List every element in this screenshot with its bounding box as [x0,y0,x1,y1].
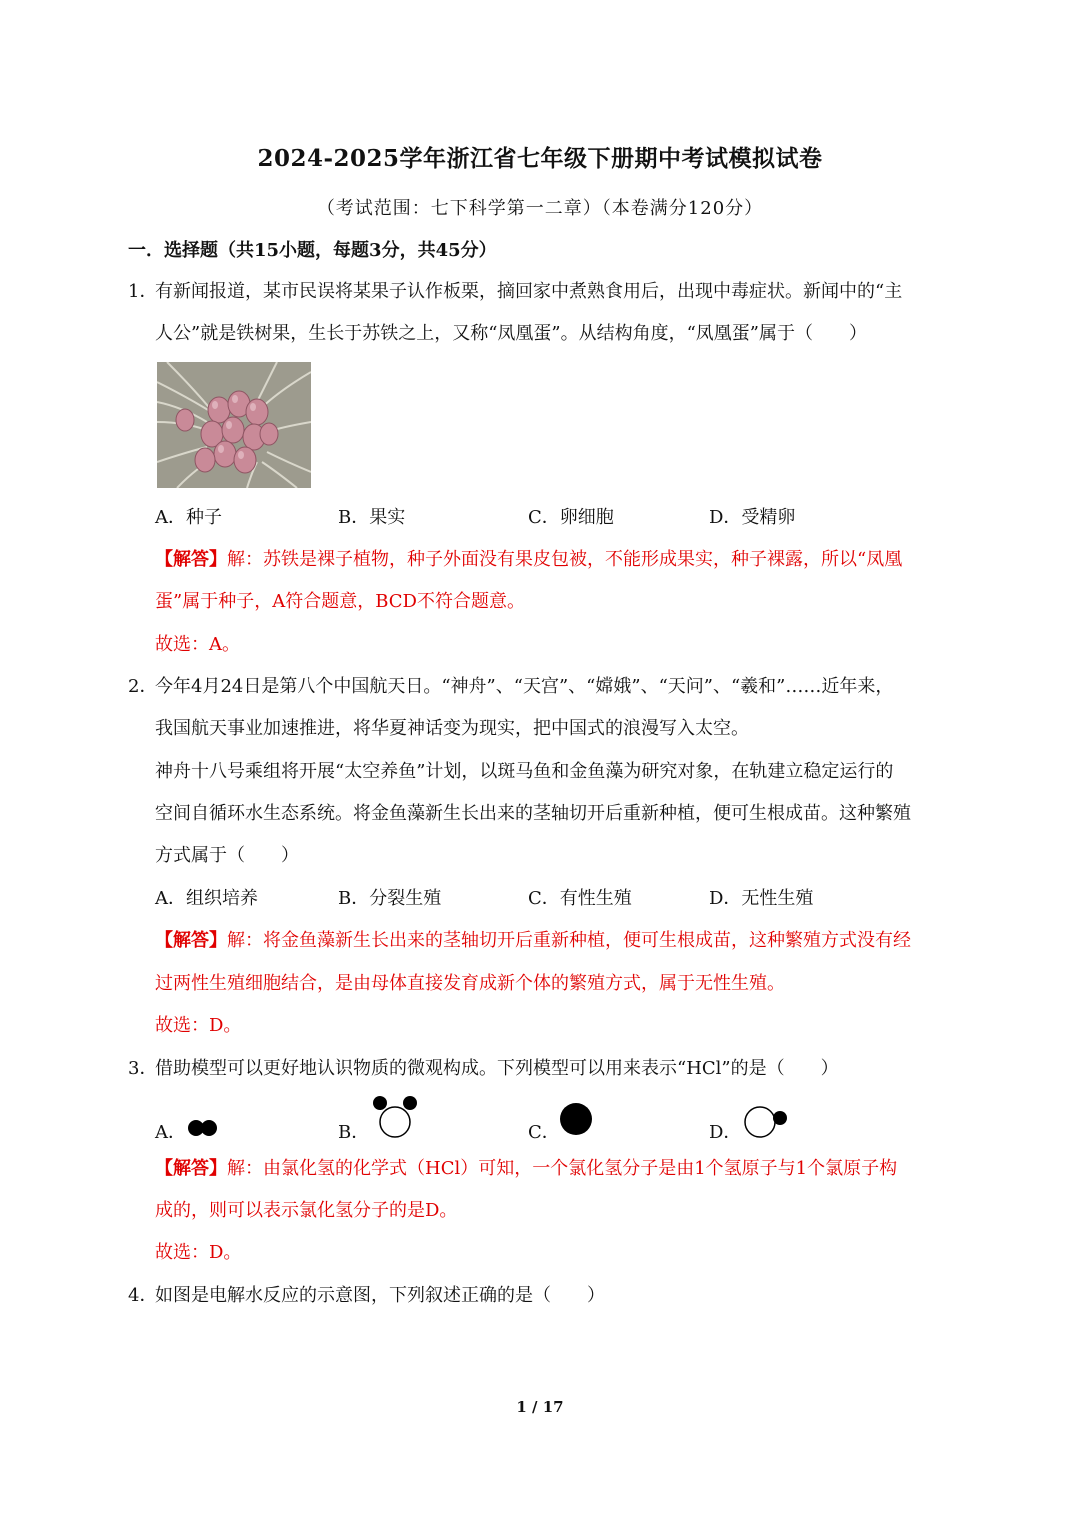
page-number: 1 / 17 [516,1398,564,1416]
answer-explanation [155,929,911,953]
question-text: 借助模型可以更好地认识物质的微观构成。下列模型可以用来表示“HCl”的是（ ） [155,1058,839,1079]
answer-text: 成的，则可以表示氯化氢分子的是D。 [155,1200,458,1221]
molecule-model-d [743,1103,791,1139]
answer-text: 过两性生殖细胞结合，是由母体直接发育成新个体的繁殖方式，属于无性生殖。 [155,973,785,994]
molecule-model-b [370,1094,420,1140]
answer-choice: 故选：A。 [155,634,240,655]
option-d: D．无性生殖 [709,888,814,909]
option-c: C． [528,1122,560,1143]
answer-tag: 【解答】 [155,930,227,951]
answer-text: 解：苏铁是裸子植物，种子外面没有果皮包被，不能形成果实，种子裸露，所以“凤凰 [227,549,903,570]
molecule-model-a [186,1117,220,1139]
option-a: A． [155,1122,186,1143]
page-title: 2024-2025学年浙江省七年级下册期中考试模拟试卷 [257,145,823,172]
section-heading: 一．选择题（共15小题，每题3分，共45分） [128,240,497,261]
question-text: 空间自循环水生态系统。将金鱼藻新生长出来的茎轴切开后重新种植，便可生根成苗。这种繁殖 [155,803,911,824]
question-number: 4． [128,1285,158,1306]
question-number: 3． [128,1058,158,1079]
cycad-seed-photo [157,362,311,488]
answer-choice: 故选：D。 [155,1242,242,1263]
answer-tag: 【解答】 [155,549,227,570]
option-b: B．分裂生殖 [338,888,442,909]
question-text: 人公”就是铁树果，生长于苏铁之上，又称“凤凰蛋”。从结构角度，“凤凰蛋”属于（ ） [155,323,868,344]
question-number: 2． [128,676,158,697]
molecule-model-c [558,1101,594,1137]
option-c: C．有性生殖 [528,888,632,909]
answer-explanation [155,548,902,572]
answer-tag: 【解答】 [155,1158,227,1179]
answer-text: 解：将金鱼藻新生长出来的茎轴切开后重新种植，便可生根成苗，这种繁殖方式没有经 [227,930,911,951]
answer-text: 解：由氯化氢的化学式（HCl）可知，一个氯化氢分子是由1个氢原子与1个氯原子构 [227,1158,898,1179]
question-text: 今年4月24日是第八个中国航天日。“神舟”、“天宫”、“嫦娥”、“天问”、“羲和”……近年来， [155,676,894,697]
question-text: 方式属于（ ） [155,845,299,866]
option-d: D． [709,1122,742,1143]
answer-text: 蛋”属于种子，A符合题意，BCD不符合题意。 [155,591,525,612]
option-a: A．组织培养 [155,888,258,909]
option-c: C．卵细胞 [528,507,614,528]
option-a: A．种子 [155,507,222,528]
option-b: B． [338,1122,370,1143]
question-text: 如图是电解水反应的示意图，下列叙述正确的是（ ） [155,1285,605,1306]
question-text: 神舟十八号乘组将开展“太空养鱼”计划，以斑马鱼和金鱼藻为研究对象，在轨建立稳定运行的 [155,761,894,782]
question-number: 1． [128,281,158,302]
question-text: 我国航天事业加速推进，将华夏神话变为现实，把中国式的浪漫写入太空。 [155,718,749,739]
cycad-seed-illustration [157,362,311,488]
answer-explanation [155,1157,897,1181]
option-d: D．受精卵 [709,507,796,528]
option-b: B．果实 [338,507,406,528]
question-text: 有新闻报道，某市民误将某果子认作板栗，摘回家中煮熟食用后，出现中毒症状。新闻中的“主 [155,281,903,302]
exam-subtitle: （考试范围：七下科学第一二章）（本卷满分120分） [316,198,764,219]
answer-choice: 故选：D。 [155,1015,242,1036]
